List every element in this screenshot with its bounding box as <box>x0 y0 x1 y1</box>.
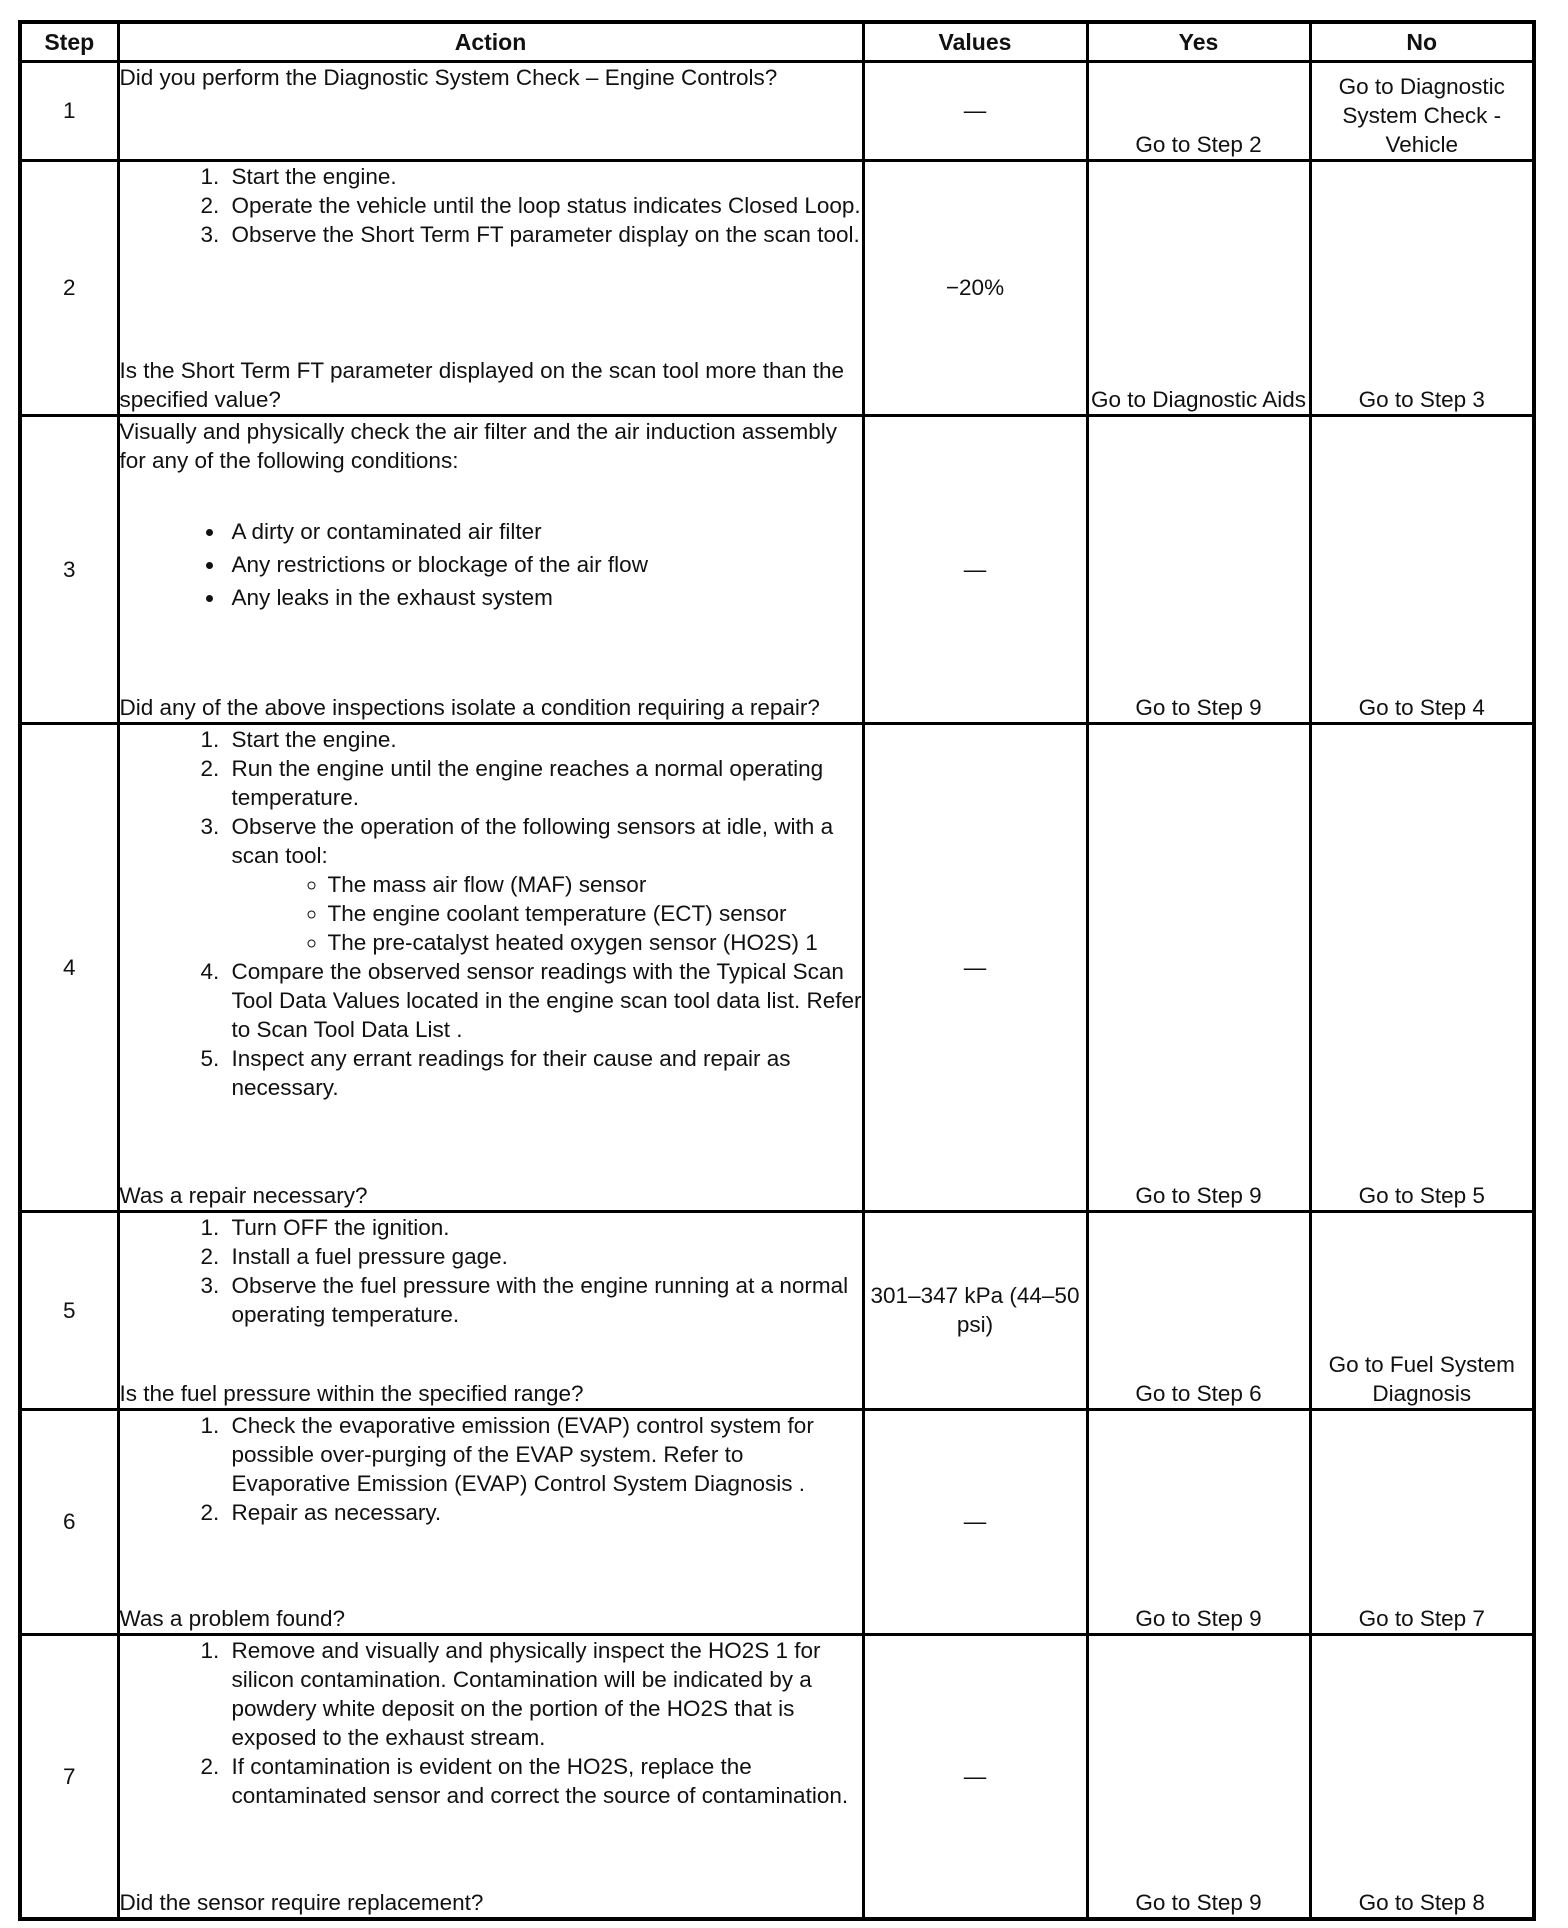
list-item: • Any leaks in the exhaust system <box>226 583 862 612</box>
table-row <box>20 160 1534 415</box>
step-number: 1 <box>20 62 118 161</box>
action-steps <box>120 1213 862 1329</box>
header-step: Step <box>20 22 118 62</box>
yes-cell: Go to Step 6 <box>1087 1211 1310 1409</box>
action-step <box>226 812 862 957</box>
condition-list <box>120 513 862 616</box>
action-step: 3. Observe the fuel pressure with the engine running at a normal operating temperature. <box>226 1271 862 1329</box>
step-number: 3 <box>20 415 118 723</box>
values-cell: 301–347 kPa (44–50 psi) <box>863 1211 1087 1409</box>
sub-step: ◦ The mass air flow (MAF) sensor <box>328 870 862 899</box>
action-steps <box>120 1411 862 1527</box>
step-number: 5 <box>20 1211 118 1409</box>
action-steps <box>120 1636 862 1810</box>
yes-cell: Go to Step 9 <box>1087 1634 1310 1919</box>
no-cell: Go to Step 3 <box>1310 160 1534 415</box>
action-step: 1. Turn OFF the ignition. <box>226 1213 862 1242</box>
values-cell: — <box>863 1634 1087 1919</box>
action-step: 2. Repair as necessary. <box>226 1498 862 1527</box>
no-cell: Go to Step 7 <box>1310 1409 1534 1634</box>
action-step: 2. Operate the vehicle until the loop status indicates Closed Loop. <box>226 191 862 220</box>
header-row <box>20 22 1534 62</box>
action-steps <box>120 162 862 249</box>
values-cell: −20% <box>863 160 1087 415</box>
yes-cell: Go to Step 9 <box>1087 415 1310 723</box>
action-cell <box>118 62 863 161</box>
yes-cell: Go to Step 9 <box>1087 723 1310 1211</box>
action-cell <box>118 1634 863 1919</box>
diagnostic-table <box>18 20 1536 1921</box>
yes-cell: Go to Step 2 <box>1087 62 1310 161</box>
no-cell: Go to Fuel System Diagnosis <box>1310 1211 1534 1409</box>
action-step-text: Observe the operation of the following sensors at idle, with a scan tool: <box>231 813 834 868</box>
no-cell: Go to Step 4 <box>1310 415 1534 723</box>
action-step: 1. Check the evaporative emission (EVAP) control system for possible over-purging of the EVAP system. Refer to Evaporative Emission (EVAP) Control System Diagnosis . <box>226 1411 862 1498</box>
action-step: 5. Inspect any errant readings for their cause and repair as necessary. <box>226 1044 862 1102</box>
action-step: 1. Remove and visually and physically inspect the HO2S 1 for silicon contamination. Contamination will be indicated by a powdery white deposit on the portion of the HO2S that is exposed to the exhaust stream. <box>226 1636 862 1752</box>
no-cell: Go to Step 8 <box>1310 1634 1534 1919</box>
header-values: Values <box>863 22 1087 62</box>
action-intro: Visually and physically check the air filter and the air induction assembly for any of the following conditions: <box>119 418 837 473</box>
action-cell <box>118 1211 863 1409</box>
header-action: Action <box>118 22 863 62</box>
header-no: No <box>1310 22 1534 62</box>
sensor-list <box>232 870 862 957</box>
table-row <box>20 1211 1534 1409</box>
action-question: Did the sensor require replacement? <box>119 1890 484 1915</box>
header-yes: Yes <box>1087 22 1310 62</box>
action-step: 2. If contamination is evident on the HO2S, replace the contaminated sensor and correct the source of contamination. <box>226 1752 862 1810</box>
yes-cell: Go to Diagnostic Aids <box>1087 160 1310 415</box>
table-row <box>20 62 1534 161</box>
action-cell <box>118 723 863 1211</box>
action-step: 3. Observe the Short Term FT parameter display on the scan tool. <box>226 220 862 249</box>
action-step: 4. Compare the observed sensor readings with the Typical Scan Tool Data Values located in the engine scan tool data list. Refer to Scan Tool Data List . <box>226 957 862 1044</box>
no-cell: Go to Step 5 <box>1310 723 1534 1211</box>
action-question: Is the fuel pressure within the specified range? <box>119 1380 584 1406</box>
action-steps <box>120 725 862 1102</box>
values-cell: — <box>863 1409 1087 1634</box>
step-number: 7 <box>20 1634 118 1919</box>
step-number: 2 <box>20 160 118 415</box>
action-text: Did you perform the Diagnostic System Check – Engine Controls? <box>119 65 778 90</box>
table-row <box>20 415 1534 723</box>
action-question: Did any of the above inspections isolate a condition requiring a repair? <box>119 694 820 720</box>
values-cell: — <box>863 62 1087 161</box>
action-step: 1. Start the engine. <box>226 162 862 191</box>
yes-cell: Go to Step 9 <box>1087 1409 1310 1634</box>
list-item: • A dirty or contaminated air filter <box>226 517 862 546</box>
list-item: • Any restrictions or blockage of the air flow <box>226 550 862 579</box>
action-cell <box>118 1409 863 1634</box>
sub-step: ◦ The pre-catalyst heated oxygen sensor (HO2S) 1 <box>328 928 862 957</box>
no-cell: Go to Diagnostic System Check - Vehicle <box>1310 62 1534 161</box>
table-row <box>20 1409 1534 1634</box>
values-cell: — <box>863 723 1087 1211</box>
step-number: 6 <box>20 1409 118 1634</box>
sub-step: ◦ The engine coolant temperature (ECT) sensor <box>328 899 862 928</box>
table-row <box>20 1634 1534 1919</box>
action-step: 2. Run the engine until the engine reaches a normal operating temperature. <box>226 754 862 812</box>
action-cell <box>118 415 863 723</box>
action-step: 1. Start the engine. <box>226 725 862 754</box>
action-question: Is the Short Term FT parameter displayed on the scan tool more than the specified value? <box>119 357 845 412</box>
action-question: Was a problem found? <box>119 1605 346 1631</box>
step-number: 4 <box>20 723 118 1211</box>
action-cell <box>118 160 863 415</box>
table-row <box>20 723 1534 1211</box>
action-question: Was a repair necessary? <box>119 1182 368 1208</box>
values-cell: — <box>863 415 1087 723</box>
action-step: 2. Install a fuel pressure gage. <box>226 1242 862 1271</box>
